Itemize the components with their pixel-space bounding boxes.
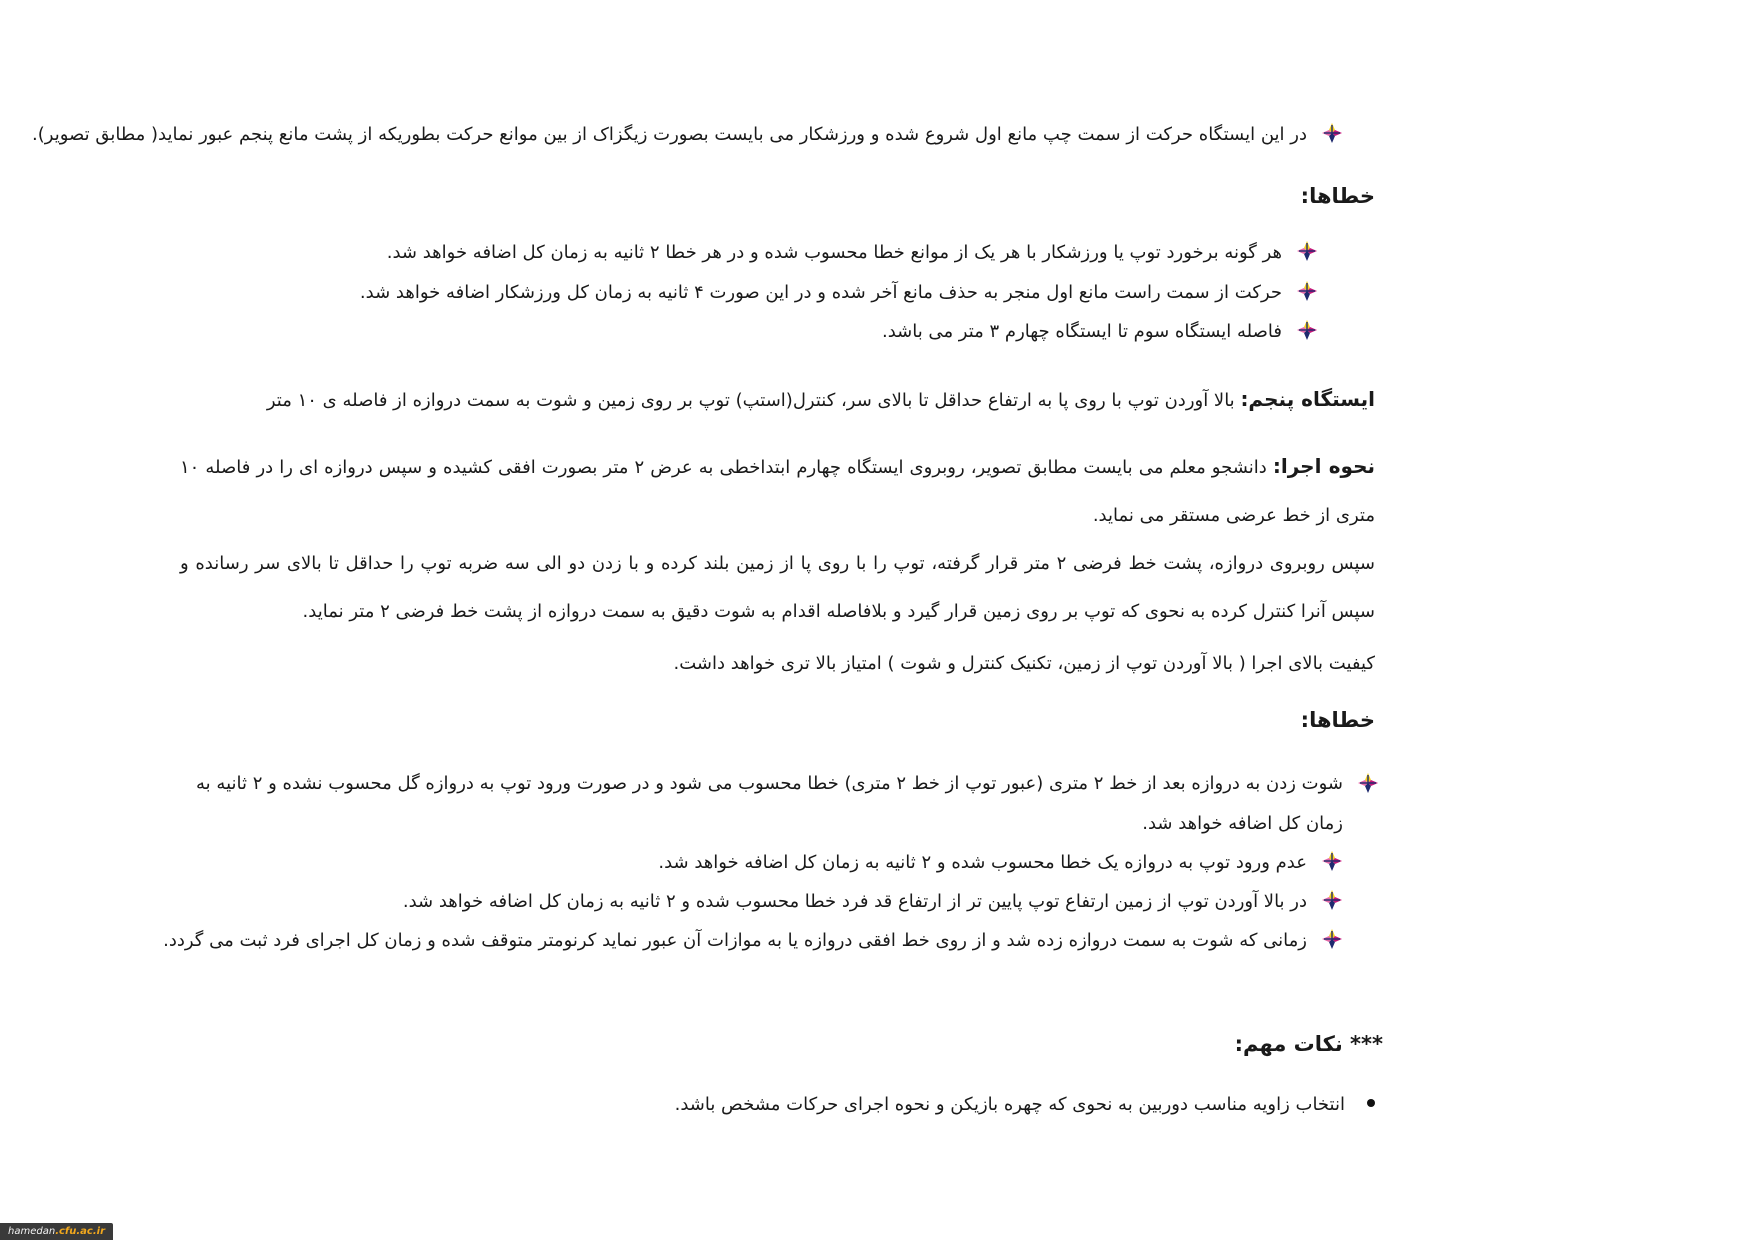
error-item — [658, 850, 1343, 876]
error-item-text: شوت زدن به دروازه بعد از خط ۲ متری (عبور توپ از خط ۲ متری) خطا محسوب می شود و در صورت ورود توپ به دروازه گل محسوب نشده و ۲ ثانیه به زمان کل اضافه خواهد شد. — [196, 773, 1343, 834]
error-item-text: عدم ورود توپ به دروازه یک خطا محسوب شده و ۲ ثانیه به زمان کل اضافه خواهد شد. — [658, 852, 1307, 873]
execution-text: دانشجو معلم می بایست مطابق تصویر، روبروی ایستگاه چهارم ابتداخطی به عرض ۲ متر بصورت افقی کشیده و سپس دروازه ای را در فاصله ۱۰ متری از خط عرضی مستقر می نماید. — [180, 457, 1375, 526]
error-item-text: در بالا آوردن توپ از زمین ارتفاع توپ پایین تر از ارتفاع قد فرد خطا محسوب شده و ۲ ثانیه به زمان کل اضافه خواهد شد. — [402, 891, 1307, 912]
arrow-cross-bullet-icon — [1296, 240, 1318, 262]
execution-paragraph — [180, 442, 1375, 540]
station5-label: ایستگاه پنجم: — [1240, 387, 1375, 411]
error-item — [360, 280, 1318, 306]
error-item-text: هر گونه برخورد توپ یا ورزشکار با هر یک از موانع خطا محسوب شده و در هر خطا ۲ ثانیه به زمان کل اضافه خواهد شد. — [386, 242, 1282, 263]
error-item-text: زمانی که شوت به سمت دروازه زده شد و از روی خط افقی دروازه یا به موازات آن عبور نماید کرنومتر متوقف شده و زمان کل اجرای فرد ثبت می گردد. — [163, 930, 1307, 951]
arrow-cross-bullet-icon — [1357, 772, 1379, 794]
note-item-text: انتخاب زاویه مناسب دوربین به نحوی که چهره بازیکن و نحوه اجرای حرکات مشخص باشد. — [674, 1094, 1345, 1115]
logo-accent: .cfu.ac.ir — [55, 1226, 106, 1237]
error-item-multiline — [193, 764, 1343, 844]
error-item — [882, 319, 1318, 345]
error-item — [163, 928, 1343, 954]
notes-heading: *** نکات مهم: — [1234, 1032, 1383, 1056]
error-item — [403, 889, 1343, 915]
execution-label: نحوه اجرا: — [1272, 454, 1375, 478]
station5-text: بالا آوردن توپ با روی پا به ارتفاع حداقل تا بالای سر، کنترل(استپ) توپ بر روی زمین و شوت به سمت دروازه از فاصله ی ۱۰ متر — [266, 390, 1235, 411]
arrow-cross-bullet-icon — [1321, 122, 1343, 144]
arrow-cross-bullet-icon — [1296, 280, 1318, 302]
execution-paragraph-2: سپس روبروی دروازه، پشت خط فرضی ۲ متر قرار گرفته، توپ را با روی پا از زمین بلند کرده و با زدن دو الی سه ضربه توپ را حداقل تا بالای سر رسانده و سپس آنرا کنترل کرده به نحوی که توپ بر روی زمین قرار گیرد و بلافاصله اقدام به شوت دقیق به سمت دروازه از پشت خط فرضی ۲ متر نماید. — [180, 553, 1375, 622]
arrow-cross-bullet-icon — [1321, 889, 1343, 911]
logo-main: hamedan — [8, 1226, 56, 1237]
footer-site-logo — [0, 1223, 113, 1240]
arrow-cross-bullet-icon — [1296, 319, 1318, 341]
intro-bullet-text: در این ایستگاه حرکت از سمت چپ مانع اول شروع شده و ورزشکار می بایست بصورت زیگزاک از بین موانع حرکت بطوریکه از پشت مانع پنجم عبور نماید( مطابق تصویر). — [32, 124, 1307, 145]
round-bullet-icon — [1367, 1099, 1375, 1107]
note-item — [675, 1092, 1375, 1118]
errors-heading: خطاها: — [1300, 184, 1375, 208]
arrow-cross-bullet-icon — [1321, 850, 1343, 872]
error-item-text: فاصله ایستگاه سوم تا ایستگاه چهارم ۳ متر می باشد. — [881, 321, 1282, 342]
station5-line — [267, 386, 1375, 414]
execution-paragraph-3: کیفیت بالای اجرا ( بالا آوردن توپ از زمین، تکنیک کنترل و شوت ) امتیاز بالا تری خواهد داشت. — [673, 653, 1375, 674]
error-item-text: حرکت از سمت راست مانع اول منجر به حذف مانع آخر شده و در این صورت ۴ ثانیه به زمان کل ورزشکار اضافه خواهد شد. — [359, 282, 1282, 303]
intro-bullet-item — [32, 122, 1343, 148]
error-item — [387, 240, 1318, 266]
errors-heading-2: خطاها: — [1300, 708, 1375, 732]
arrow-cross-bullet-icon — [1321, 928, 1343, 950]
